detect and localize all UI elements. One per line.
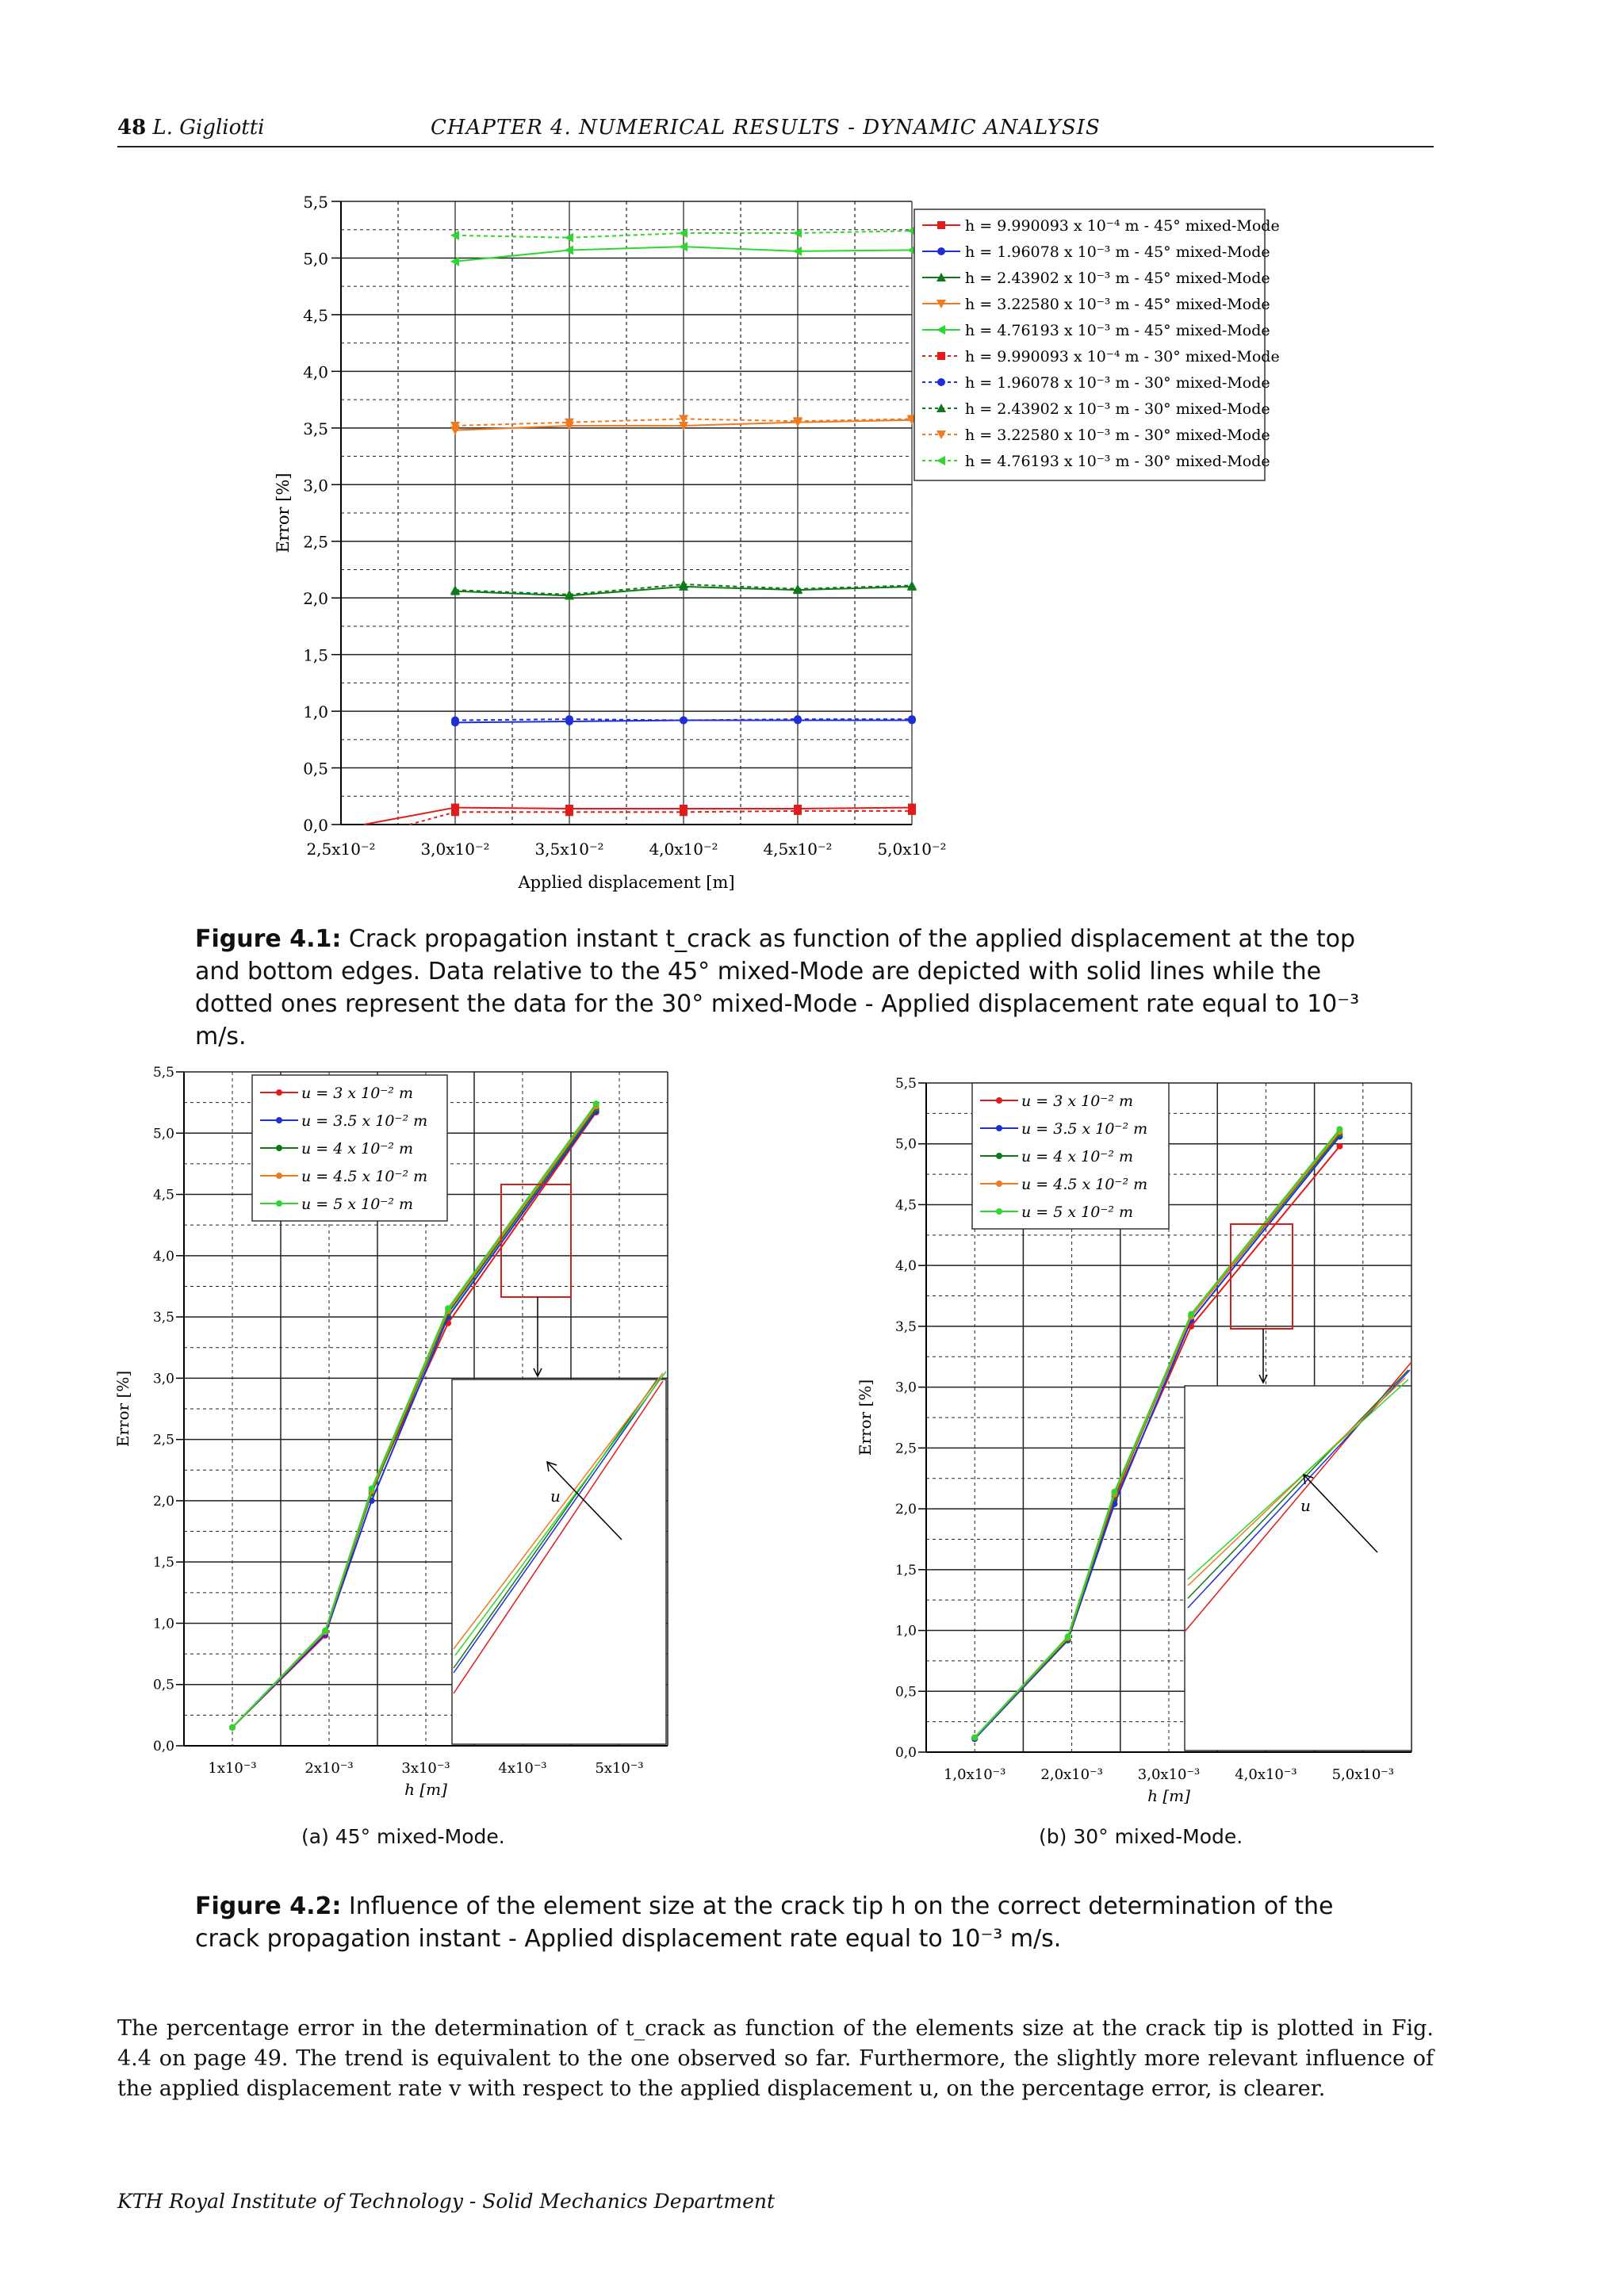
fig2b-y-tick-label: 0,5	[894, 1684, 917, 1701]
fig2b-inset-box	[1185, 1386, 1411, 1751]
fig1-y-tick-label: 2,5	[303, 532, 328, 552]
fig2b-u-label: u	[1300, 1496, 1311, 1515]
fig1-legend-marker	[937, 221, 945, 229]
fig1-data-point	[565, 715, 573, 723]
fig1-data-point	[907, 580, 917, 589]
fig1-legend-label: h = 2.43902 x 10⁻³ m - 30° mixed-Mode	[965, 400, 1270, 418]
fig2a-y-axis-label: Error [%]	[113, 1370, 132, 1448]
fig2b-data-point	[971, 1735, 978, 1741]
fig1-y-tick-label: 5,5	[303, 193, 328, 212]
fig2a-y-tick-label: 5,5	[152, 1065, 174, 1081]
fig1-data-point	[908, 715, 916, 723]
fig1-y-tick-label: 3,0	[303, 476, 328, 496]
fig2b-y-axis-label: Error [%]	[856, 1379, 875, 1456]
fig2a-data-point	[229, 1724, 236, 1731]
fig2a-y-tick-label: 2,5	[152, 1432, 174, 1448]
fig1-legend-label: h = 3.22580 x 10⁻³ m - 30° mixed-Mode	[965, 427, 1270, 444]
fig1-y-tick-label: 1,0	[303, 702, 328, 722]
fig2a-y-tick-label: 0,5	[152, 1677, 174, 1693]
fig2b-data-point	[1111, 1489, 1117, 1495]
fig2b-data-point	[1065, 1633, 1071, 1640]
fig2a-legend-marker	[276, 1173, 282, 1179]
fig1-legend-label: h = 3.22580 x 10⁻³ m - 45° mixed-Mode	[965, 296, 1270, 313]
fig2a-legend-label: u = 4.5 x 10⁻² m	[301, 1168, 428, 1185]
fig1-legend-marker	[937, 247, 945, 255]
fig1-y-tick-label: 4,5	[303, 305, 328, 325]
author-name: L. Gigliotti	[152, 116, 265, 140]
figure-4-1-caption-text: Crack propagation instant t_crack as function of the applied displacement at the top and bottom edges. Data relative to the 45° mixed-Mode are depicted with solid lines while the dotted ones represent the data for the 30° mixed-Mode - Applied displacement rate equal to 10⁻³ m/s.	[195, 925, 1360, 1050]
page-footer: KTH Royal Institute of Technology - Solid Mechanics Department	[117, 2190, 776, 2213]
fig2b-y-tick-label: 5,0	[894, 1136, 917, 1153]
fig2a-x-tick-label: 2x10⁻³	[304, 1760, 354, 1777]
fig2b-x-tick-label: 5,0x10⁻³	[1331, 1766, 1395, 1783]
fig2b-legend-marker	[996, 1153, 1002, 1159]
fig1-x-tick-label: 4,0x10⁻²	[649, 840, 718, 859]
fig1-y-axis-label: Error [%]	[274, 473, 293, 553]
fig1-legend-marker	[937, 352, 945, 360]
fig2a-y-tick-label: 3,0	[152, 1371, 174, 1387]
fig2a-y-tick-label: 4,5	[152, 1187, 174, 1203]
figure-4-1-chart	[0, 0, 1624, 951]
fig2a-y-tick-label: 5,0	[152, 1126, 174, 1142]
page-number: 48	[117, 116, 147, 140]
fig2a-inset-box	[452, 1380, 666, 1744]
fig2b-data-point	[1336, 1143, 1342, 1150]
fig2a-y-tick-label: 1,5	[152, 1555, 174, 1571]
fig1-data-point	[680, 717, 688, 725]
body-paragraph: The percentage error in the determination of t_crack as function of the elements size at the crack tip is plotted in Fig. 4.4 on page 49. The trend is equivalent to the one observed so far. Furthermore, the slightly more relevant influence of the applied displacement rate v with respect to the applied displacement u, on the percentage error, is clearer.	[117, 2016, 1434, 2101]
fig2a-data-point	[445, 1305, 451, 1311]
fig2a-legend-label: u = 4 x 10⁻² m	[301, 1140, 413, 1158]
fig1-data-point	[793, 584, 802, 593]
fig1-legend-label: h = 1.96078 x 10⁻³ m - 45° mixed-Mode	[965, 243, 1270, 261]
fig1-y-tick-label: 1,5	[303, 645, 328, 665]
fig1-y-tick-label: 5,0	[303, 249, 328, 269]
figure-4-2-caption	[195, 1890, 1400, 1955]
fig2a-y-tick-label: 4,0	[152, 1248, 174, 1265]
fig2a-y-tick-label: 1,0	[152, 1616, 174, 1632]
fig1-y-tick-label: 0,5	[303, 759, 328, 779]
fig2a-legend-label: u = 3 x 10⁻² m	[301, 1085, 413, 1102]
fig1-y-tick-label: 3,5	[303, 419, 328, 438]
fig1-x-tick-label: 5,0x10⁻²	[877, 840, 947, 859]
fig2b-y-tick-label: 3,0	[894, 1380, 917, 1396]
fig2b-y-tick-label: 2,5	[894, 1441, 917, 1457]
fig1-legend-label: h = 2.43902 x 10⁻³ m - 45° mixed-Mode	[965, 270, 1270, 287]
fig1-x-tick-label: 3,0x10⁻²	[420, 840, 490, 859]
fig2b-legend-marker	[996, 1181, 1002, 1187]
fig1-grid	[341, 201, 912, 825]
fig2b-x-axis-label: h [m]	[1147, 1786, 1190, 1805]
fig2a-data-point	[593, 1100, 599, 1107]
chapter-title: CHAPTER 4. NUMERICAL RESULTS - DYNAMIC ANALYSIS	[431, 116, 1101, 140]
fig2a-legend-label: u = 5 x 10⁻² m	[301, 1196, 413, 1213]
fig1-legend-marker	[937, 378, 945, 386]
fig1-data-point	[680, 808, 688, 816]
fig2b-y-tick-label: 0,0	[894, 1745, 917, 1761]
fig1-data-point	[908, 807, 916, 815]
fig1-legend-label: h = 1.96078 x 10⁻³ m - 30° mixed-Mode	[965, 374, 1270, 392]
fig1-series-group	[364, 226, 917, 825]
fig2a-legend-marker	[276, 1145, 282, 1151]
figure-4-2a-chart	[0, 1031, 812, 1823]
fig1-x-tick-label: 2,5x10⁻²	[306, 840, 376, 859]
fig2a-u-label: u	[550, 1487, 561, 1506]
fig2b-y-tick-label: 4,0	[894, 1258, 917, 1275]
fig2b-y-tick-label: 5,5	[894, 1076, 917, 1092]
fig1-y-tick-label: 4,0	[303, 362, 328, 382]
fig2a-x-tick-label: 1x10⁻³	[208, 1760, 257, 1777]
fig2b-y-tick-label: 1,0	[894, 1623, 917, 1640]
fig2b-legend-label: u = 3 x 10⁻² m	[1021, 1093, 1133, 1110]
fig1-data-point	[451, 717, 459, 725]
subcaption-a: (a) 45° mixed-Mode.	[301, 1825, 505, 1848]
fig1-legend-label: h = 9.990093 x 10⁻⁴ m - 45° mixed-Mode	[965, 217, 1280, 235]
fig2b-legend-label: u = 3.5 x 10⁻² m	[1021, 1120, 1148, 1138]
fig1-data-point	[794, 807, 802, 815]
fig2b-x-tick-label: 3,0x10⁻³	[1137, 1766, 1201, 1783]
fig2b-x-tick-label: 1,0x10⁻³	[943, 1766, 1006, 1783]
fig2b-y-tick-label: 4,5	[894, 1197, 917, 1214]
fig2b-y-tick-label: 3,5	[894, 1318, 917, 1335]
fig1-legend-label: h = 9.990093 x 10⁻⁴ m - 30° mixed-Mode	[965, 348, 1280, 365]
fig2a-x-tick-label: 5x10⁻³	[595, 1760, 644, 1777]
fig2a-x-axis-label: h [m]	[404, 1780, 447, 1799]
fig2b-legend-label: u = 4 x 10⁻² m	[1021, 1148, 1133, 1165]
figure-4-1-caption-label: Figure 4.1:	[195, 925, 342, 953]
fig2b-legend-marker	[996, 1208, 1002, 1215]
fig2a-y-tick-label: 3,5	[152, 1310, 174, 1326]
fig2b-legend-marker	[996, 1125, 1002, 1131]
fig1-legend-label: h = 4.76193 x 10⁻³ m - 30° mixed-Mode	[965, 453, 1270, 470]
fig2a-legend-marker	[276, 1200, 282, 1207]
fig1-y-tick-label: 0,0	[303, 816, 328, 835]
fig2b-y-tick-label: 2,0	[894, 1502, 917, 1518]
fig2a-legend-marker	[276, 1117, 282, 1123]
fig2a-y-tick-label: 0,0	[152, 1739, 174, 1755]
fig1-data-point	[794, 715, 802, 723]
fig2b-x-tick-label: 4,0x10⁻³	[1235, 1766, 1297, 1783]
fig2a-y-tick-label: 2,0	[152, 1493, 174, 1510]
fig1-y-tick-label: 2,0	[303, 589, 328, 609]
fig2a-legend-label: u = 3.5 x 10⁻² m	[301, 1112, 428, 1130]
figure-4-2-caption-text: Influence of the element size at the crack tip h on the correct determination of the crack propagation instant - Applied displacement rate equal to 10⁻³ m/s.	[195, 1892, 1334, 1953]
fig1-x-tick-label: 4,5x10⁻²	[763, 840, 833, 859]
figure-4-2b-chart	[812, 1031, 1624, 1823]
fig2a-data-point	[369, 1485, 375, 1491]
fig2b-data-point	[1336, 1126, 1342, 1132]
fig2a-zoom-box	[501, 1184, 571, 1297]
fig2a-x-tick-label: 4x10⁻³	[498, 1760, 547, 1777]
fig2a-x-tick-label: 3x10⁻³	[401, 1760, 450, 1777]
fig1-x-axis-label: Applied displacement [m]	[518, 873, 735, 892]
fig2b-y-tick-label: 1,5	[894, 1562, 917, 1578]
fig2b-legend-marker	[996, 1097, 1002, 1104]
fig2a-data-point	[322, 1628, 328, 1634]
fig2b-data-point	[1188, 1311, 1194, 1318]
fig2b-legend-label: u = 4.5 x 10⁻² m	[1021, 1176, 1148, 1193]
fig2b-x-tick-label: 2,0x10⁻³	[1040, 1766, 1103, 1783]
figure-4-2-caption-label: Figure 4.2:	[195, 1892, 342, 1920]
fig2a-legend-marker	[276, 1089, 282, 1096]
fig1-x-tick-label: 3,5x10⁻²	[534, 840, 604, 859]
fig1-legend-label: h = 4.76193 x 10⁻³ m - 45° mixed-Mode	[965, 322, 1270, 339]
fig1-data-point	[565, 808, 573, 816]
subcaption-b: (b) 30° mixed-Mode.	[1039, 1825, 1243, 1848]
fig1-extra-segment	[409, 812, 455, 825]
fig2b-legend-label: u = 5 x 10⁻² m	[1021, 1203, 1133, 1221]
fig1-data-point	[451, 808, 459, 816]
